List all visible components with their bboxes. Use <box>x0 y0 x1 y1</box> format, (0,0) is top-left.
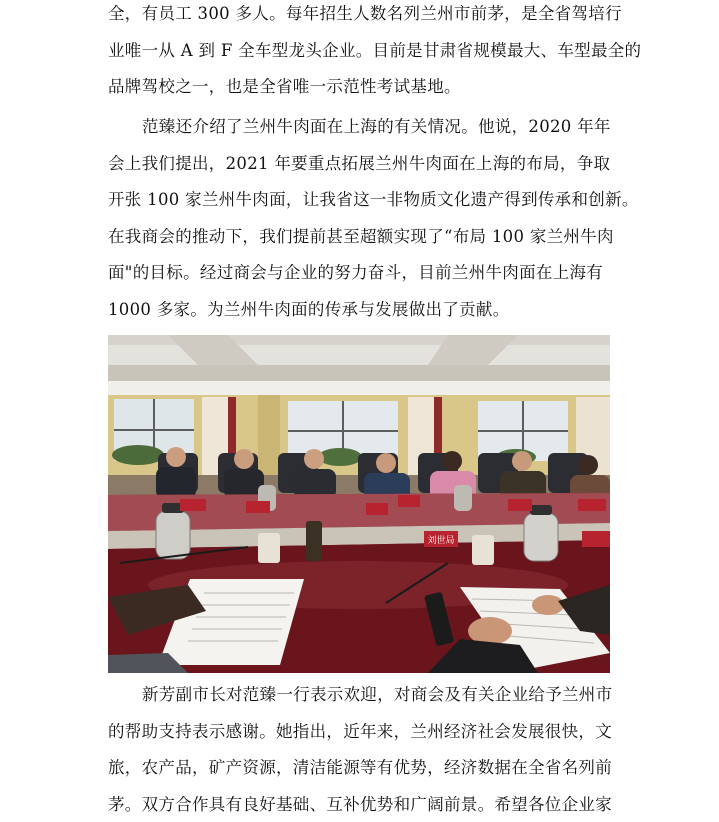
text-line: 开张 100 家兰州牛肉面，让我省这一非物质文化遗产得到传承和创新。 <box>108 190 639 209</box>
nameplate-text: 刘世局 <box>427 536 455 546</box>
text-line: 业唯一从 A 到 F 全车型龙头企业。目前是甘肃省规模最大、车型最全的 <box>108 40 642 60</box>
paragraph-driving-school <box>108 0 642 106</box>
text-line: 面"的目标。经过商会与企业的努力奋斗，目前兰州牛肉面在上海有 <box>108 263 604 282</box>
text-line: 会上我们提出，2021 年要重点拓展兰州牛肉面在上海的布局，争取 <box>108 153 611 173</box>
text-line: 新芳副市长对范臻一行表示欢迎，对商会及有关企业给予兰州市 <box>142 685 613 704</box>
text-line: 1000 多家。为兰州牛肉面的传承与发展做出了贡献。 <box>108 299 510 319</box>
paragraph-beef-noodles <box>108 109 639 328</box>
text-line: 全，有员工 300 多人。每年招生人数名列兰州市前茅，是全省驾培行 <box>108 4 622 23</box>
text-line: 品牌驾校之一，也是全省唯一示范性考试基地。 <box>108 77 461 96</box>
text-line: 在我商会的推动下，我们提前甚至超额实现了“布局 100 家兰州牛肉 <box>108 226 614 246</box>
text-line: 茅。双方合作具有良好基础、互补优势和广阔前景。希望各位企业家 <box>108 794 612 814</box>
paragraph-vice-mayor <box>108 677 612 822</box>
meeting-photo <box>108 335 610 673</box>
text-line: 的帮助支持表示感谢。她指出，近年来，兰州经济社会发展很快，文 <box>108 721 612 741</box>
text-line: 旅，农产品，矿产资源，清洁能源等有优势，经济数据在全省名列前 <box>108 758 612 777</box>
text-line: 范臻还介绍了兰州牛肉面在上海的有关情况。他说，2020 年年 <box>142 117 611 136</box>
